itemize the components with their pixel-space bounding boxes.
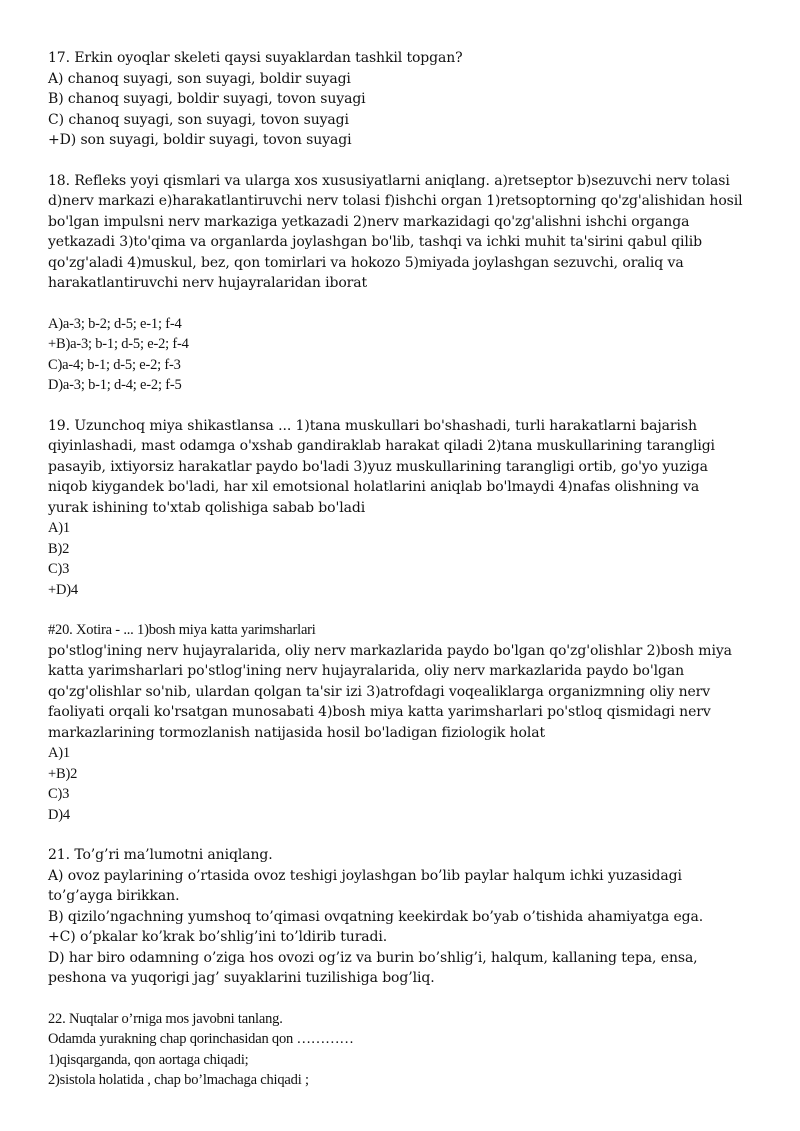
answer-option: +C) o’pkalar ko’krak bo’shlig’ini to’ldirib turadi. <box>48 929 388 945</box>
answer-option: B) chanoq suyagi, boldir suyagi, tovon suyagi <box>48 91 366 107</box>
question-text: faoliyati orqali ko'rsatgan munosabati 4)bosh miya katta yarimsharlari po'stloq qismidagi nerv <box>48 704 711 720</box>
answer-option: A)1 <box>48 745 70 761</box>
question-text: katta yarimsharlari po'stlog'ining nerv hujayralarida, oliy nerv markazlarida paydo bo'lgan <box>48 663 685 679</box>
question-text: yetkazadi 3)to'qima va organlarda joylashgan bo'lib, tashqi va ichki muhit ta'sirini qabul qilib <box>48 234 702 250</box>
question-text: qo'zg'olishlar so'nib, ulardan qolgan ta'sir izi 3)atrofdagi voqealiklarga organizmning oliy nerv <box>48 683 711 700</box>
question-text: 19. Uzunchoq miya shikastlansa ... 1)tana muskullari bo'shashadi, turli harakatlarni bajarish <box>48 417 697 434</box>
question-text: Odamda yurakning chap qorinchasidan qon ………… <box>48 1031 354 1047</box>
answer-option: C)a-4; b-1; d-5; e-2; f-3 <box>48 356 181 373</box>
question-text: #20. Xotira - ... 1)bosh miya katta yarimsharlari <box>48 622 316 638</box>
answer-option: C)3 <box>48 561 70 577</box>
answer-option: +B)2 <box>48 765 78 782</box>
answer-option: +D)4 <box>48 581 78 598</box>
answer-option: D)4 <box>48 806 70 823</box>
question-20 <box>48 620 732 825</box>
document-page <box>48 48 743 1091</box>
question-18 <box>48 171 743 396</box>
answer-option: A) chanoq suyagi, son suyagi, boldir suyagi <box>48 70 351 87</box>
answer-option: 1)qisqarganda, qon aortaga chiqadi; <box>48 1051 249 1068</box>
answer-option: peshona va yuqorigi jag’ suyaklarini tuzilishiga bog’liq. <box>48 970 435 986</box>
question-text: 17. Erkin oyoqlar skeleti qaysi suyaklardan tashkil topgan? <box>48 50 463 66</box>
question-17 <box>48 48 728 151</box>
question-text: markazlarining tormozlanish natijasida hosil bo'ladigan fiziologik holat <box>48 724 546 741</box>
question-text: pasayib, ixtiyorsiz harakatlar paydo bo'ladi 3)yuz muskullarining tarangligi ortib, go'yo yuziga <box>48 458 708 475</box>
question-text: 22. Nuqtalar o’rniga mos javobni tanlang. <box>48 1010 283 1027</box>
question-text: d)nerv markazi e)harakatlantiruvchi nerv tolasi f)ishchi organ 1)retsoptorning qo'zg'alishidan hosil <box>48 193 743 209</box>
question-21 <box>48 845 728 989</box>
question-text: qiyinlashadi, mast odamga o'xshab gandiraklab harakat qiladi 2)tana muskullarining tarangligi <box>48 438 715 454</box>
answer-option: A) ovoz paylarining o’rtasida ovoz teshigi joylashgan bo’lib paylar halqum ichki yuzasidagi <box>48 867 682 884</box>
answer-option: +B)a-3; b-1; d-5; e-2; f-4 <box>48 336 189 352</box>
answer-option: +D) son suyagi, boldir suyagi, tovon suyagi <box>48 132 352 148</box>
answer-option: D)a-3; b-1; d-4; e-2; f-5 <box>48 377 182 393</box>
answer-option: 2)sistola holatida , chap bo’lmachaga chiqadi ; <box>48 1072 309 1088</box>
answer-option: D) har biro odamning o’ziga hos ovozi og’iz va burin bo’shlig’i, halqum, kallaning tepa, ensa, <box>48 949 698 966</box>
question-22 <box>48 1009 728 1091</box>
question-text: harakatlantiruvchi nerv hujayralaridan iborat <box>48 275 368 291</box>
question-text: 18. Refleks yoyi qismlari va ularga xos xususiyatlarni aniqlang. a)retseptor b)sezuvchi nerv tolasi <box>48 172 730 189</box>
question-text: qo'zg'aladi 4)muskul, bez, qon tomirlari va hokozo 5)miyada joylashgan sezuvchi, oraliq va <box>48 254 684 271</box>
question-text: po'stlog'ining nerv hujayralarida, oliy nerv markazlarida paydo bo'lgan qo'zg'olishlar 2)bosh miya <box>48 642 732 659</box>
answer-option: C)3 <box>48 786 70 802</box>
answer-option: A)a-3; b-2; d-5; e-1; f-4 <box>48 315 182 332</box>
answer-option: B)2 <box>48 540 70 557</box>
answer-option: to’g’ayga birikkan. <box>48 888 180 904</box>
question-text: bo'lgan impulsni nerv markaziga yetkazadi 2)nerv markazidagi qo'zg'alishni ishchi organga <box>48 213 690 230</box>
question-text: niqob kiygandek bo'ladi, har xil emotsional holatlarini aniqlab bo'lmaydi 4)nafas olishning va <box>48 479 700 495</box>
question-text: 21. To’g’ri ma’lumotni aniqlang. <box>48 847 273 863</box>
answer-option: A)1 <box>48 520 70 536</box>
answer-option: B) qizilo’ngachning yumshoq to’qimasi ovqatning keekirdak bo’yab o’tishida ahamiyatga ega. <box>48 908 704 925</box>
question-19 <box>48 416 728 601</box>
question-text: yurak ishining to'xtab qolishiga sabab bo'ladi <box>48 499 366 516</box>
answer-option: C) chanoq suyagi, son suyagi, tovon suyagi <box>48 111 349 128</box>
